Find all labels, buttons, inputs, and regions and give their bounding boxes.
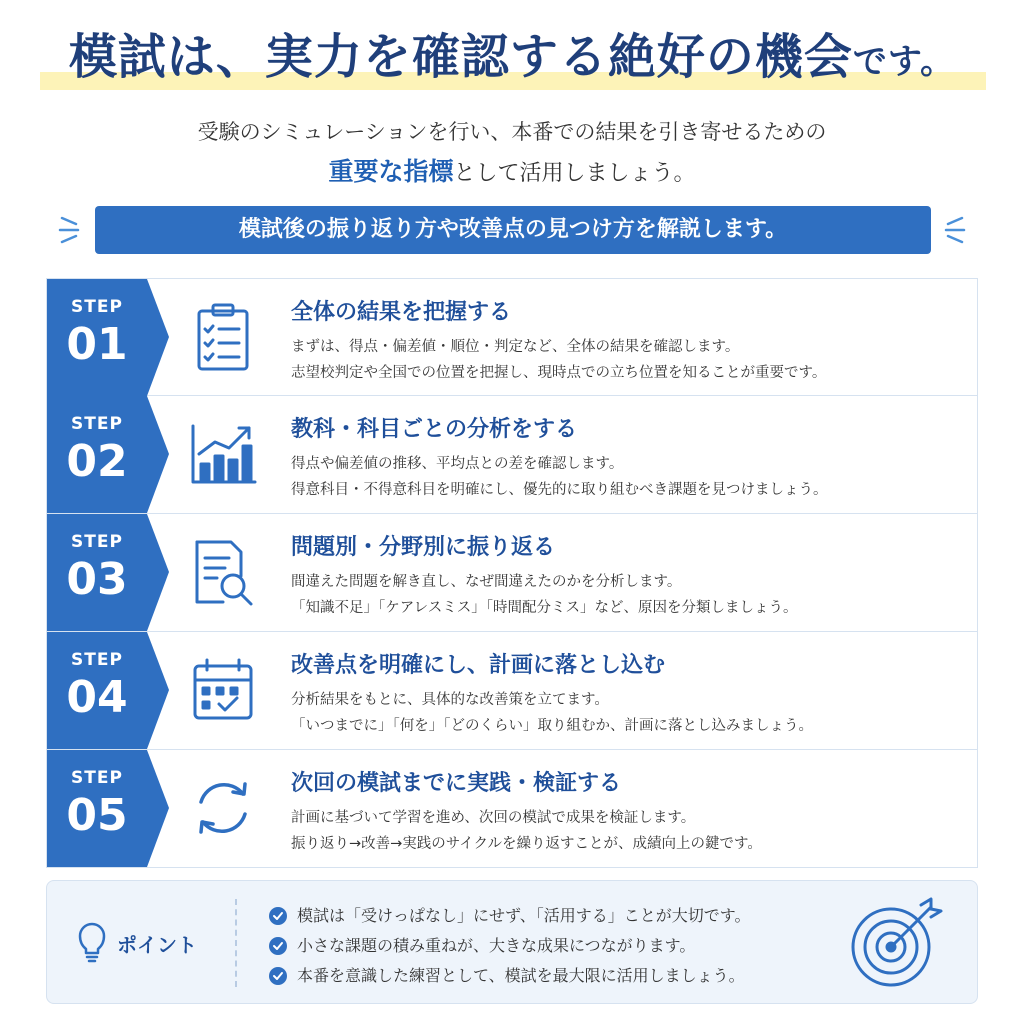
step-description-1: 間違えた問題を解き直し、なぜ間違えたのかを分析します。	[291, 574, 682, 590]
target-arrow-icon	[847, 895, 947, 991]
step-description-1: 計画に基づいて学習を進め、次回の模試で成果を検証します。	[291, 810, 696, 826]
point-item-text: 小さな課題の積み重ねが、大きな成果につながります。	[297, 936, 696, 955]
point-item	[269, 931, 750, 961]
step-label: STEP	[71, 414, 123, 434]
point-panel	[46, 880, 978, 1004]
subtitle-line2	[0, 152, 1024, 188]
step-card-05	[46, 750, 978, 868]
document-search-icon	[187, 536, 259, 608]
step-number: 03	[66, 554, 128, 605]
step-description-2: 振り返り→改善→実践のサイクルを繰り返すことが、成績向上の鍵です。	[291, 836, 762, 852]
point-label: ポイント	[117, 933, 197, 957]
steps-list	[46, 278, 978, 868]
step-heading: 改善点を明確にし、計画に落とし込む	[291, 653, 666, 678]
step-number: 01	[66, 319, 128, 370]
step-description-2: 得意科目・不得意科目を明確にし、優先的に取り組むべき課題を見つけましょう。	[291, 482, 828, 498]
point-list	[269, 901, 750, 991]
subtitle-emphasis: 重要な指標	[328, 157, 454, 186]
step-description-2: 「知識不足」「ケアレスミス」「時間配分ミス」など、原因を分類しましょう。	[291, 600, 798, 616]
point-item	[269, 901, 750, 931]
check-circle-icon	[269, 967, 287, 985]
calendar-check-icon	[187, 654, 259, 726]
bar-chart-up-icon	[187, 418, 259, 490]
step-number: 04	[66, 672, 128, 723]
title-tail: です。	[852, 42, 956, 82]
step-description-2: 志望校判定や全国での位置を把握し、現時点での立ち位置を知ることが重要です。	[291, 365, 827, 381]
cycle-arrows-icon	[187, 772, 259, 844]
step-description-1: まずは、得点・偏差値・順位・判定など、全体の結果を確認します。	[291, 339, 740, 355]
intro-banner: 模試後の振り返り方や改善点の見つけ方を解説します。	[95, 206, 931, 254]
subtitle-line1: 受験のシミュレーションを行い、本番での結果を引き寄せるための	[197, 120, 827, 144]
step-card-04	[46, 632, 978, 750]
step-label: STEP	[71, 650, 123, 670]
step-label: STEP	[71, 297, 123, 317]
point-item-text: 本番を意識した練習として、模試を最大限に活用しましょう。	[297, 966, 745, 985]
step-description-1: 分析結果をもとに、具体的な改善策を立てます。	[291, 692, 609, 708]
step-description-2: 「いつまでに」「何を」「どのくらい」取り組むか、計画に落とし込みましょう。	[291, 718, 813, 734]
step-card-01	[46, 278, 978, 396]
step-card-02	[46, 396, 978, 514]
clipboard-checklist-icon	[187, 301, 259, 373]
step-heading: 教科・科目ごとの分析をする	[291, 417, 578, 442]
point-item	[269, 961, 750, 991]
step-label: STEP	[71, 532, 123, 552]
lightbulb-icon	[77, 921, 107, 963]
step-number: 05	[66, 790, 128, 841]
step-label: STEP	[71, 768, 123, 788]
step-heading: 問題別・分野別に振り返る	[291, 535, 556, 560]
check-circle-icon	[269, 937, 287, 955]
sparkle-left-icon	[58, 212, 82, 248]
check-circle-icon	[269, 907, 287, 925]
title-main: 模試は、実力を確認する絶好の機会	[68, 29, 853, 85]
sparkle-right-icon	[942, 212, 966, 248]
step-card-03	[46, 514, 978, 632]
step-description-1: 得点や偏差値の推移、平均点との差を確認します。	[291, 456, 624, 472]
page-title	[0, 18, 1024, 87]
step-heading: 次回の模試までに実践・検証する	[291, 771, 622, 796]
subtitle-rest: として活用しましょう。	[453, 161, 696, 186]
point-item-text: 模試は「受けっぱなし」にせず、「活用する」ことが大切です。	[297, 906, 751, 925]
step-number: 02	[66, 436, 128, 487]
step-heading: 全体の結果を把握する	[291, 300, 512, 325]
point-divider	[235, 899, 237, 987]
